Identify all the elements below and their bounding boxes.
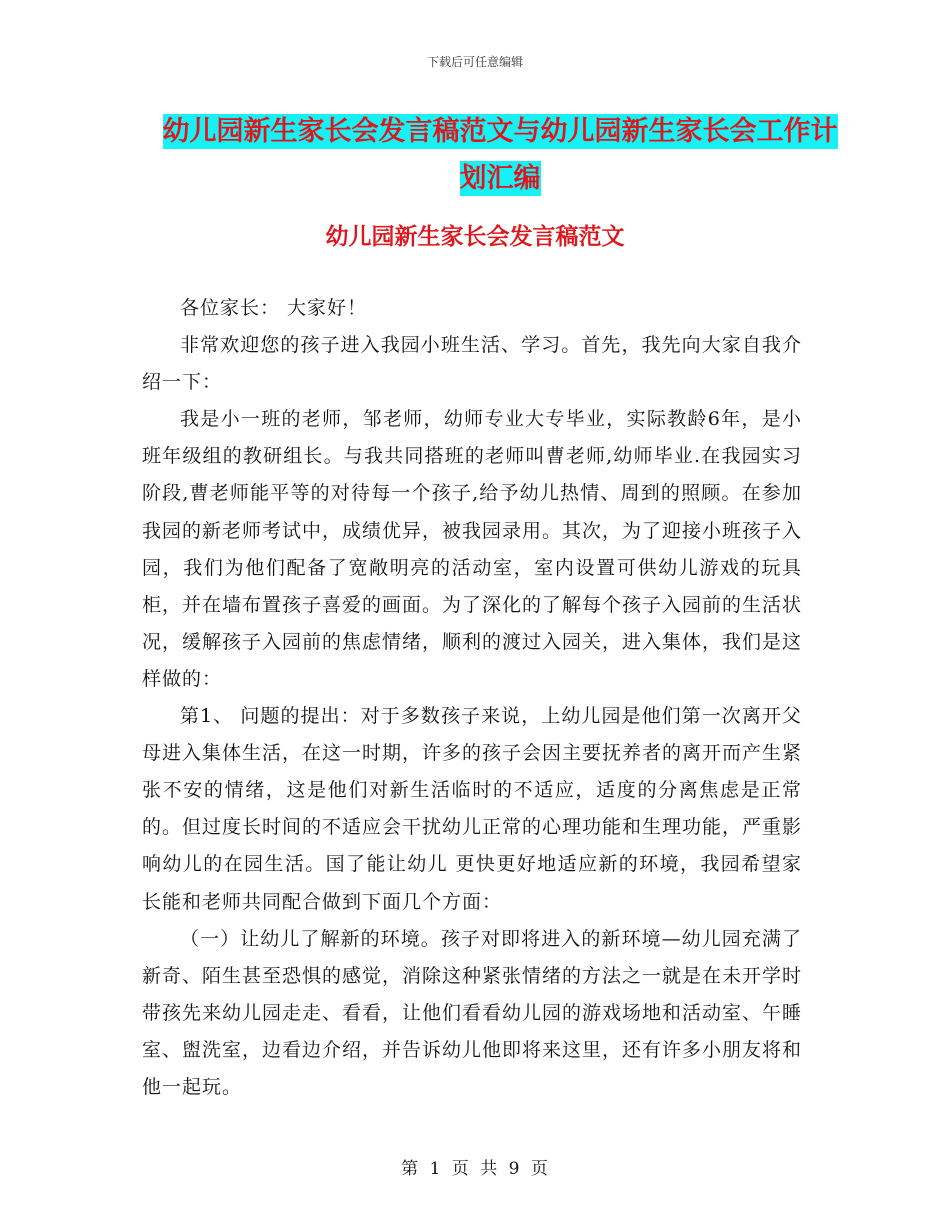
paragraph-welcome: 非常欢迎您的孩子进入我园小班生活、学习。首先，我先向大家自我介绍一下：	[142, 334, 802, 394]
paragraph-greeting: 各位家长： 大家好！	[180, 297, 368, 319]
section-title: 幼儿园新生家长会发言稿范文	[325, 224, 625, 250]
document-title	[150, 108, 850, 202]
body-text	[142, 290, 802, 1106]
page-footer: 第 1 页 共 9 页	[401, 1159, 549, 1179]
document-title-text: 幼儿园新生家长会发言稿范文与幼儿园新生家长会工作计划汇编	[162, 116, 838, 194]
header-note: 下载后可任意编辑	[426, 55, 523, 69]
paragraph-environment: （一）让幼儿了解新的环境。孩子对即将进入的新环境—幼儿园充满了新奇、陌生甚至恐惧的感觉，消除这种紧张情绪的方法之一就是在未开学时带孩先来幼儿园走走、看看，让他们看看幼儿园的游戏场地和活动室、午睡室、盥洗室，边看边介绍，并告诉幼儿他即将来这里，还有许多小朋友将和他一起玩。	[142, 927, 803, 1098]
paragraph-introduction: 我是小一班的老师，邹老师，幼师专业大专毕业，实际教龄6年，是小班年级组的教研组长。与我共同搭班的老师叫曹老师,幼师毕业.在我园实习阶段,曹老师能平等的对待每一个孩子,给予幼儿热情、周到的照顾。在参加我园的新老师考试中，成绩优异，被我园录用。其次，为了迎接小班孩子入园，我们为他们配备了宽敞明亮的活动室，室内设置可供幼儿游戏的玩具柜，并在墙布置孩子喜爱的画面。为了深化的了解每个孩子入园前的生活状况，缓解孩子入园前的焦虑情绪，顺利的渡过入园关，进入集体，我们是这样做的：	[142, 408, 803, 690]
paragraph-problem: 第1、 问题的提出：对于多数孩子来说，上幼儿园是他们第一次离开父母进入集体生活，在这一时期，许多的孩子会因主要抚养者的离开而产生紧张不安的情绪，这是他们对新生活临时的不适应，适度的分离焦虑是正常的。但过度长时间的不适应会干扰幼儿正常的心理功能和生理功能，严重影响幼儿的在园生活。国了能让幼儿 更快更好地适应新的环境，我园希望家长能和老师共同配合做到下面几个方面：	[142, 705, 803, 913]
